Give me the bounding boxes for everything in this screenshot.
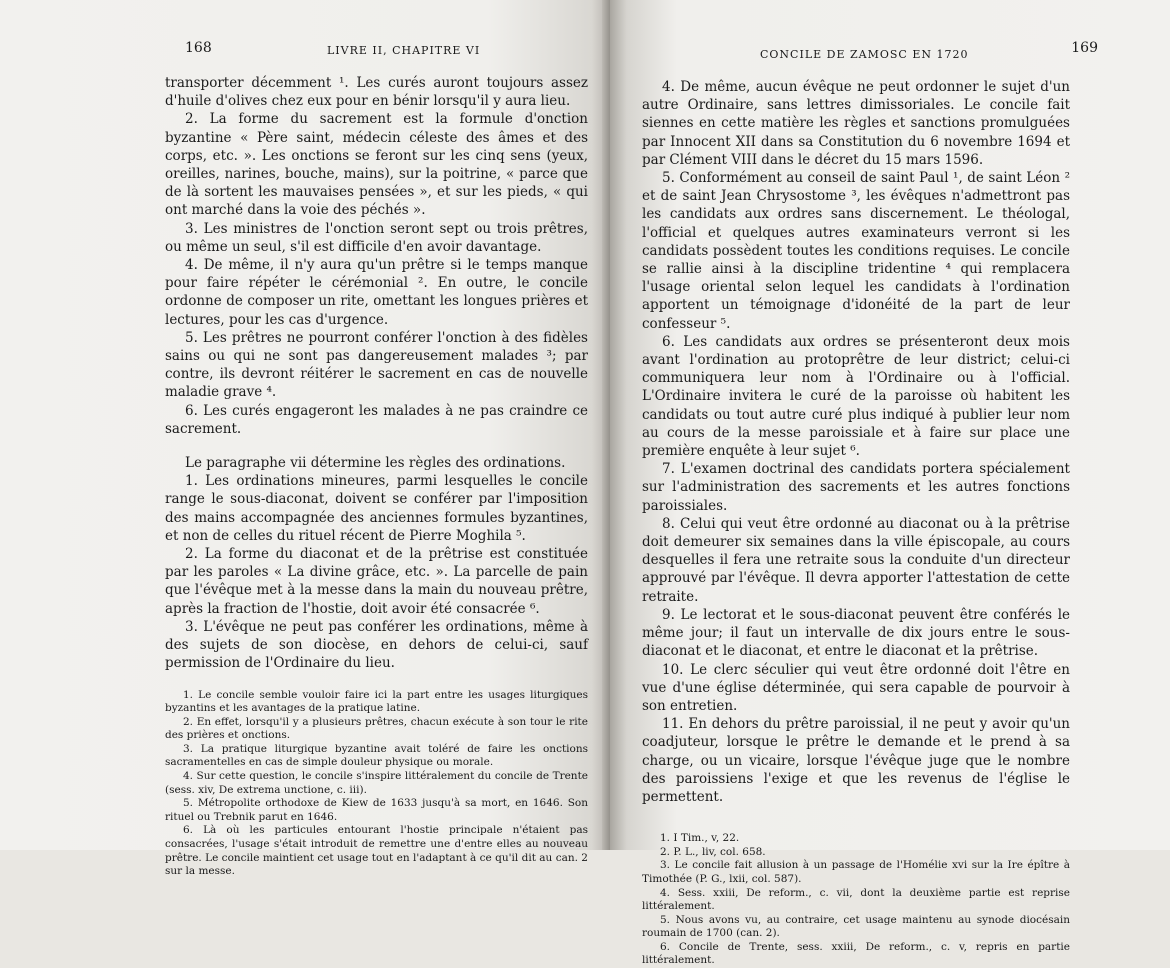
footnote: 2. P. L., liv, col. 658. (660, 845, 766, 858)
left-running-title: LIVRE II, CHAPITRE VI (327, 44, 481, 57)
paragraph: 5. Les prêtres ne pourront conférer l'onction à des fidèles sains ou qui ne sont pas dangereusement malades ³; par contre, ils devront réitérer le sacrement en cas de nouvelle maladie grave ⁴. (165, 329, 588, 401)
right-running-title: CONCILE DE ZAMOSC EN 1720 (760, 48, 969, 61)
paragraph: 4. De même, il n'y aura qu'un prêtre si le temps manque pour faire répéter le cérémonial ². En outre, le concile ordonne de composer un rite, omettant les longues prières et lectures, pour les cas d'urgence. (165, 257, 588, 328)
footnote: 3. Le concile fait allusion à un passage de l'Homélie xvi sur la Ire épître à Timothée (P. G., lxii, col. 587). (642, 859, 1070, 885)
paragraph: Le paragraphe vii détermine les règles des ordinations. (185, 455, 566, 472)
footnote: 6. Concile de Trente, sess. xxiii, De reform., c. v, repris en partie littéralement. (642, 940, 1070, 967)
footnote: 5. Métropolite orthodoxe de Kiew de 1633 jusqu'à sa mort, en 1646. Son rituel ou Trebnik parut en 1646. (165, 797, 588, 823)
paragraph: 6. Les curés engageront les malades à ne pas craindre ce sacrement. (165, 402, 588, 437)
paragraph: 2. La forme du sacrement est la formule d'onction byzantine « Père saint, médecin céleste des âmes et des corps, etc. ». Les onctions se feront sur les cinq sens (yeux, oreilles, narines, bouche, mains), sur la poitrine, « parce que de là sortent les mauvaises pensées », et sur les pieds, « qui ont marché dans la voie des péchés ». (165, 111, 588, 219)
footnote: 6. Là où les particules entourant l'hostie principale n'étaient pas consacrées, l'usage s'était introduit de remettre une d'entre elles au nouveau prêtre. Le concile maintient cet usage tout en l'adaptant à ce qu'il dit au can. 2 sur la messe. (165, 824, 588, 878)
left-body-text (165, 74, 588, 673)
right-footnotes (642, 832, 1070, 968)
right-page (610, 0, 1170, 967)
footnote: 4. Sur cette question, le concile s'inspire littéralement du concile de Trente (sess. xiv, De extrema unctione, c. iii). (165, 770, 588, 796)
footnote: 5. Nous avons vu, au contraire, cet usage maintenu au synode diocésain roumain de 1700 (can. 2). (642, 913, 1070, 940)
footnote: 3. La pratique liturgique byzantine avait toléré de faire les onctions sacramentelles en cas de simple douleur physique ou morale. (165, 742, 588, 769)
paragraph: 2. La forme du diaconat et de la prêtrise est constituée par les paroles « La divine grâce, etc. ». La parcelle de pain que l'évêque met à la messe dans la main du nouveau prêtre, après la fraction de l'hostie, doit avoir été consacrée ⁶. (165, 546, 588, 617)
left-running-head (165, 40, 588, 64)
paragraph: 11. En dehors du prêtre paroissial, il ne peut y avoir qu'un coadjuteur, lorsque le prêtre le demande et le prend à sa charge, ou un vicaire, lorsque l'évêque juge que le nombre des paroissiens l'exige et que les revenus de l'église le permettent. (642, 716, 1070, 805)
footnote: 1. I Tim., v, 22. (660, 832, 740, 845)
paragraph: 10. Le clerc séculier qui veut être ordonné doit l'être en vue d'une église déterminée, qui sera capable de pourvoir à son entretien. (642, 661, 1070, 714)
paragraph: 6. Les candidats aux ordres se présenteront deux mois avant l'ordination au protoprêtre de leur district; celui-ci communiquera leur nom à l'Ordinaire ou à l'official. L'Ordinaire invitera le curé de la paroisse où habitent les candidats ou tout autre curé plus indiqué à publier leur nom au cours de la messe paroissiale et à faire sur place une première enquête à leur sujet ⁶. (642, 333, 1070, 460)
right-page-number: 169 (1071, 40, 1098, 56)
paragraph: 3. L'évêque ne peut pas conférer les ordinations, même à des sujets de son diocèse, en dehors de celui-ci, sauf permission de l'Ordinaire du lieu. (165, 618, 588, 672)
paragraph: 9. Le lectorat et le sous-diaconat peuvent être conférés le même jour; il faut un intervalle de dix jours entre le sous-diaconat et le diaconat, et entre le diaconat et la prêtrise. (642, 606, 1070, 660)
paragraph: 7. L'examen doctrinal des candidats portera spécialement sur l'administration des sacrements et les autres fonctions paroissiales. (642, 461, 1070, 514)
right-body-text (642, 78, 1070, 806)
paragraph: 5. Conformément au conseil de saint Paul ¹, de saint Léon ² et de saint Jean Chrysostome ³, les évêques n'admettront pas les candidats aux ordres sans discernement. Le théologal, l'official et quelques autres examinateurs verront si les candidats possèdent toutes les conditions requises. Le concile se rallie ainsi à la discipline tridentine ⁴ qui remplacera l'usage oriental selon lequel les candidats à l'ordination apportent un témoignage d'idonéité de la part de leur confesseur ⁵. (642, 170, 1070, 332)
footnote: 2. En effet, lorsqu'il y a plusieurs prêtres, chacun exécute à son tour le rite des prières et onctions. (165, 715, 588, 742)
right-running-head (642, 40, 1098, 64)
left-page-number: 168 (185, 40, 212, 56)
left-footnotes (165, 689, 588, 879)
footnote: 1. Le concile semble vouloir faire ici la part entre les usages liturgiques byzantins et les avantages de la pratique latine. (165, 688, 588, 715)
paragraph: 4. De même, aucun évêque ne peut ordonner le sujet d'un autre Ordinaire, sans lettres dimissoriales. Le concile fait siennes en cette matière les règles et sanctions promulguées par Innocent XII dans sa Constitution du 6 novembre 1694 et par Clément VIII dans le décret du 15 mars 1596. (642, 79, 1070, 168)
left-page (0, 0, 610, 878)
footnote: 4. Sess. xxiii, De reform., c. vii, dont la deuxième partie est reprise littéralement. (642, 886, 1070, 913)
paragraph: 8. Celui qui veut être ordonné au diaconat ou à la prêtrise doit demeurer six semaines dans la ville épiscopale, au cours desquelles il fera une retraite sous la conduite d'un directeur approuvé par l'évêque. Il devra apporter l'attestation de cette retraite. (642, 515, 1070, 605)
paragraph: 1. Les ordinations mineures, parmi lesquelles le concile range le sous-diaconat, doivent se conférer par l'imposition des mains accompagnée des anciennes formules byzantines, et non de celles du rituel récent de Pierre Moghila ⁵. (165, 473, 588, 544)
paragraph: transporter décemment ¹. Les curés auront toujours assez d'huile d'olives chez eux pour en bénir lorsqu'il y aura lieu. (165, 75, 588, 110)
paragraph: 3. Les ministres de l'onction seront sept ou trois prêtres, ou même un seul, s'il est difficile d'en avoir davantage. (165, 220, 588, 255)
